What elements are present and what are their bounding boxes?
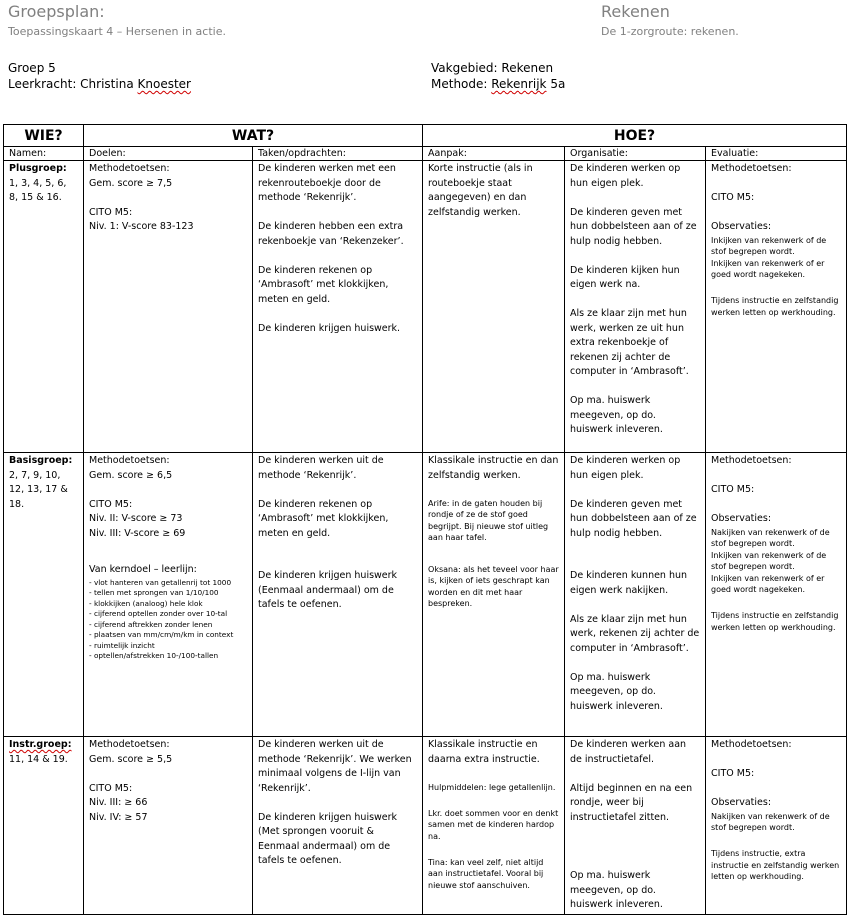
list-item: - vlot hanteren van getallenrij tot 1000 bbox=[89, 577, 232, 587]
organisatie-text: De kinderen geven met hun dobbelsteen aan of ze hulp nodig hebben. bbox=[570, 498, 697, 539]
evaluatie-heading: CITO M5: bbox=[711, 484, 755, 495]
evaluatie-note: Tijdens instructie en zelfstandig werken letten op werkhouding. bbox=[711, 296, 839, 317]
kerndoel-list bbox=[89, 578, 247, 662]
organisatie-text: De kinderen kijken hun eigen werk na. bbox=[570, 264, 680, 290]
aanpak-text: Korte instructie (als in routeboekje staat aangegeven) en dan zelfstandig werken. bbox=[428, 163, 533, 218]
aanpak-cell bbox=[423, 453, 565, 737]
group-numbers: 2, 7, 9, 10, 12, 13, 17 & 18. bbox=[9, 469, 68, 510]
evaluatie-note: Inkijken van rekenwerk of de stof begrepen wordt. Inkijken van rekenwerk of er goed wordt nagekeken. bbox=[711, 235, 827, 279]
organisatie-text: De kinderen geven met hun dobbelsteen aan of ze hulp nodig hebben. bbox=[570, 206, 697, 247]
evaluatie-heading: Observaties: bbox=[711, 221, 772, 232]
column-doelen: Doelen: bbox=[84, 147, 253, 161]
namen-cell bbox=[4, 453, 84, 737]
evaluatie-cell bbox=[706, 737, 847, 915]
doel-text: Methodetoetsen: Gem. score ≥ 6,5 bbox=[89, 455, 173, 481]
doel-text: Methodetoetsen: Gem. score ≥ 5,5 bbox=[89, 739, 173, 765]
method-suffix: 5a bbox=[546, 77, 566, 91]
group-numbers: 1, 3, 4, 5, 6, 8, 15 & 16. bbox=[9, 177, 67, 203]
doelen-cell bbox=[84, 453, 253, 737]
column-evaluatie: Evaluatie: bbox=[706, 147, 847, 161]
table-row bbox=[4, 737, 847, 915]
organisatie-text: Op ma. huiswerk meegeven, op do. huiswerk inleveren. bbox=[570, 870, 663, 910]
evaluatie-heading: Methodetoetsen: bbox=[711, 163, 792, 174]
aanpak-note: Tina: kan veel zelf, niet altijd aan instructietafel. Vooral bij nieuwe stof aanschuiven. bbox=[428, 857, 544, 890]
taak-text: De kinderen rekenen op ‘Ambrasoft’ met klokkijken, meten en geld. bbox=[258, 264, 389, 305]
evaluatie-heading: Methodetoetsen: bbox=[711, 455, 792, 466]
evaluatie-note: Nakijken van rekenwerk of de stof begrepen wordt. bbox=[711, 811, 830, 832]
namen-cell bbox=[4, 737, 84, 915]
list-item: - optellen/afstrekken 10-/100-tallen bbox=[89, 651, 219, 660]
taak-text: De kinderen hebben een extra rekenboekje van ‘Rekenzeker’. bbox=[258, 221, 404, 247]
taak-text: De kinderen rekenen op ‘Ambrasoft’ met klokkijken, meten en geld. bbox=[258, 498, 389, 539]
list-item: - plaatsen van mm/cm/m/km in context bbox=[89, 630, 234, 639]
evaluatie-cell bbox=[706, 161, 847, 453]
organisatie-text: Als ze klaar zijn met hun werk, werken ze uit hun extra rekenboekje of rekenen zij achter de computer in ‘Ambrasoft’. bbox=[570, 308, 689, 377]
aanpak-note: Arife: in de gaten houden bij rondje of ze de stof goed begrijpt. Bij nieuwe stof uitleg aan haar tafel. bbox=[428, 498, 549, 542]
header-wat: WAT? bbox=[84, 125, 423, 147]
column-namen: Namen: bbox=[4, 147, 84, 161]
method-name: Rekenrijk bbox=[491, 77, 547, 91]
taak-text: De kinderen werken uit de methode ‘Rekenrijk’. bbox=[258, 455, 384, 481]
list-item: - klokkijken (analoog) hele klok bbox=[89, 598, 203, 608]
aanpak-note: Lkr. doet sommen voor en denkt samen met de kinderen hardop na. bbox=[428, 808, 559, 841]
doelen-cell bbox=[84, 737, 253, 915]
taken-cell bbox=[253, 161, 423, 453]
organisatie-text: De kinderen werken aan de instructietafel. bbox=[570, 739, 687, 765]
table-row bbox=[4, 453, 847, 737]
organisatie-text: Altijd beginnen en na een rondje, weer bij instructietafel zitten. bbox=[570, 782, 693, 823]
group-numbers: 11, 14 & 19. bbox=[9, 753, 68, 765]
organisatie-cell bbox=[565, 453, 706, 737]
aanpak-text: Klassikale instructie en daarna extra instructie. bbox=[428, 739, 540, 765]
taak-text: De kinderen werken met een rekenrouteboekje door de methode ‘Rekenrijk’. bbox=[258, 163, 396, 203]
organisatie-cell bbox=[565, 161, 706, 453]
teacher-surname: Knoester bbox=[137, 77, 191, 91]
aanpak-cell bbox=[423, 161, 565, 453]
list-item: - cijferend optellen zonder over 10-tal bbox=[89, 609, 228, 618]
domain-label: Vakgebied: Rekenen bbox=[431, 61, 554, 75]
namen-cell bbox=[4, 161, 84, 453]
taak-text: De kinderen krijgen huiswerk. bbox=[258, 322, 401, 334]
group-name: Plusgroep: bbox=[9, 163, 67, 174]
list-item: - ruimtelijk inzicht bbox=[89, 640, 155, 650]
evaluatie-note: Nakijken van rekenwerk of de stof begrepen wordt. Inkijken van rekenwerk of de stof begrepen wordt. Inkijken van rekenwerk of er goed wordt nagekeken. bbox=[711, 527, 830, 594]
header-hoe: HOE? bbox=[423, 125, 847, 147]
taken-cell bbox=[253, 453, 423, 737]
group-name-text: Instr.groep: bbox=[9, 739, 72, 750]
method-prefix: Methode: bbox=[431, 77, 492, 91]
aanpak-cell bbox=[423, 737, 565, 915]
organisatie-text: De kinderen werken op hun eigen plek. bbox=[570, 163, 681, 189]
doel-text: CITO M5: Niv. II: V-score ≥ 73 Niv. III: V-score ≥ 69 bbox=[89, 498, 186, 539]
group-name: Basisgroep: bbox=[9, 455, 73, 466]
taak-text: De kinderen krijgen huiswerk (Met sprongen vooruit & Eenmaal andermaal) om de tafels te oefenen. bbox=[258, 811, 398, 866]
document-title: Groepsplan: bbox=[8, 2, 105, 21]
evaluatie-note: Tijdens instructie en zelfstandig werken letten op werkhouding. bbox=[711, 611, 839, 632]
header-wie: WIE? bbox=[4, 125, 84, 147]
group-name bbox=[9, 738, 78, 753]
teacher-label bbox=[8, 76, 191, 92]
column-taken: Taken/opdrachten: bbox=[253, 147, 423, 161]
evaluatie-heading: CITO M5: bbox=[711, 768, 755, 779]
doelen-cell bbox=[84, 161, 253, 453]
organisatie-text: De kinderen kunnen hun eigen werk nakijken. bbox=[570, 570, 688, 596]
aanpak-text: Klassikale instructie en dan zelfstandig werken. bbox=[428, 455, 559, 481]
groepsplan-table bbox=[3, 124, 847, 915]
evaluatie-heading: Methodetoetsen: bbox=[711, 739, 792, 750]
evaluatie-heading: CITO M5: bbox=[711, 192, 755, 203]
teacher-prefix: Leerkracht: Christina bbox=[8, 77, 138, 91]
subject-subtitle: De 1-zorgroute: rekenen. bbox=[601, 25, 739, 38]
table-row bbox=[4, 161, 847, 453]
column-aanpak: Aanpak: bbox=[423, 147, 565, 161]
organisatie-cell bbox=[565, 737, 706, 915]
doel-text: CITO M5: Niv. 1: V-score 83-123 bbox=[89, 206, 194, 232]
kerndoel-title: Van kerndoel – leerlijn: bbox=[89, 564, 197, 575]
subject-title: Rekenen bbox=[601, 2, 670, 21]
method-label bbox=[431, 76, 565, 92]
organisatie-text: Als ze klaar zijn met hun werk, rekenen zij achter de computer in ‘Ambrasoft’. bbox=[570, 613, 700, 654]
list-item: - tellen met sprongen van 1/10/100 bbox=[89, 588, 219, 597]
taken-cell bbox=[253, 737, 423, 915]
taak-text: De kinderen werken uit de methode ‘Rekenrijk’. We werken minimaal volgens de I-lijn van ‘Rekenrijk’. bbox=[258, 739, 412, 794]
column-organisatie: Organisatie: bbox=[565, 147, 706, 161]
aanpak-note: Hulpmiddelen: lege getallenlijn. bbox=[428, 782, 556, 792]
taak-text: De kinderen krijgen huiswerk (Eenmaal andermaal) om de tafels te oefenen. bbox=[258, 570, 398, 610]
document-subtitle: Toepassingskaart 4 – Hersenen in actie. bbox=[8, 25, 226, 38]
evaluatie-cell bbox=[706, 453, 847, 737]
evaluatie-heading: Observaties: bbox=[711, 797, 772, 808]
doel-text: Methodetoetsen: Gem. score ≥ 7,5 bbox=[89, 163, 173, 189]
doel-text: CITO M5: Niv. III: ≥ 66 Niv. IV: ≥ 57 bbox=[89, 782, 148, 823]
organisatie-text: Op ma. huiswerk meegeven, op do. huiswerk inleveren. bbox=[570, 671, 663, 712]
list-item: - cijferend aftrekken zonder lenen bbox=[89, 619, 213, 629]
aanpak-note: Oksana: als het teveel voor haar is, kijken of iets geschrapt kan worden en dit met haar bespreken. bbox=[428, 564, 559, 608]
organisatie-text: Op ma. huiswerk meegeven, op do. huiswerk inleveren. bbox=[570, 395, 663, 435]
evaluatie-heading: Observaties: bbox=[711, 513, 772, 524]
group-label: Groep 5 bbox=[8, 61, 56, 75]
organisatie-text: De kinderen werken op hun eigen plek. bbox=[570, 455, 681, 481]
evaluatie-note: Tijdens instructie, extra instructie en zelfstandig werken letten op werkhouding. bbox=[711, 849, 840, 881]
